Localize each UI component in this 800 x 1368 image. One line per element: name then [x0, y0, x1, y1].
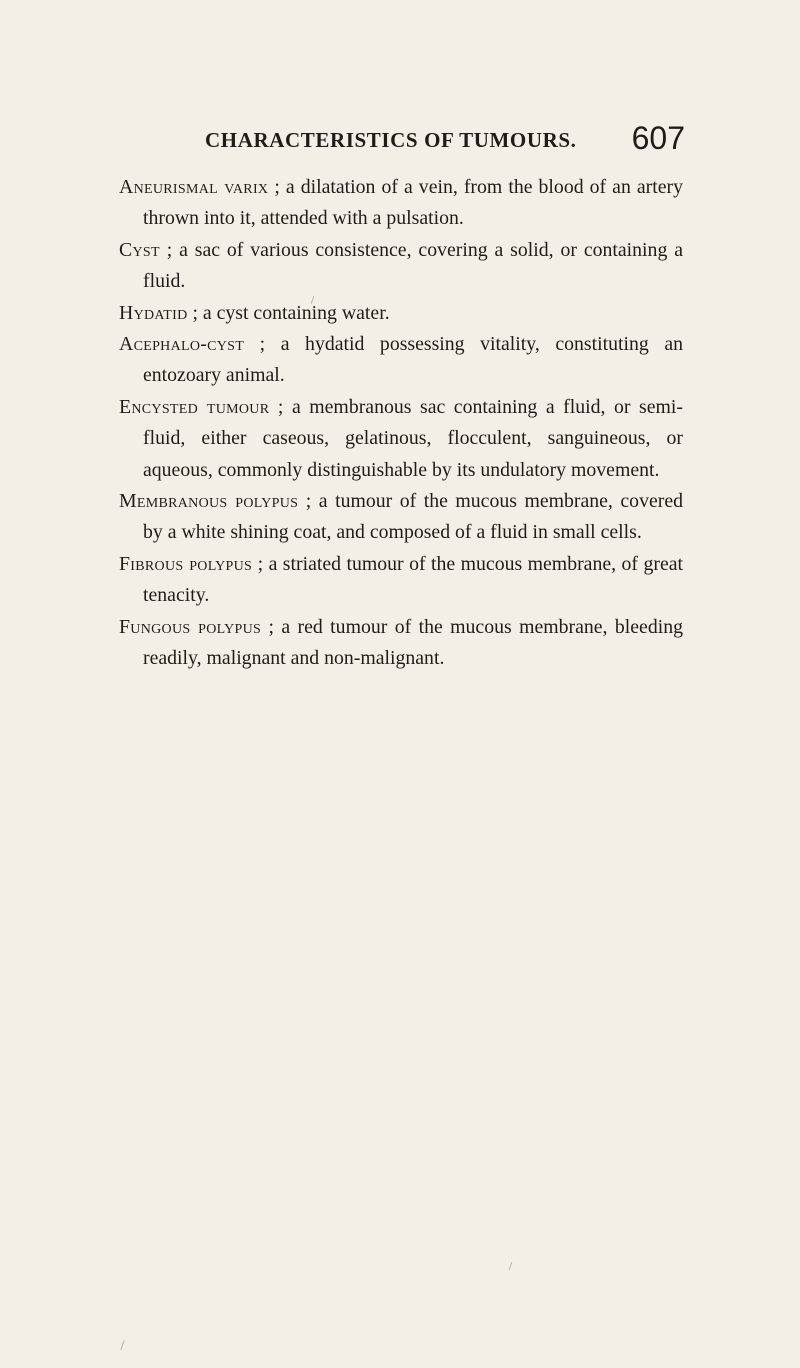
entry-term: Cyst: [119, 238, 160, 261]
paper-speck: [120, 1340, 124, 1350]
entry-definition: ; a dilatation of a vein, from the blood of an artery thrown into it, attended with a pulsation.: [143, 176, 683, 230]
entry-definition: ; a red tumour of the mucous membrane, bleeding readily, malignant and non-malignant.: [143, 615, 684, 670]
definition-entry: [119, 392, 683, 486]
entry-term: Hydatid: [119, 301, 188, 324]
definition-list: [119, 172, 683, 675]
definition-entry: [119, 549, 683, 612]
paper-speck: [509, 1262, 513, 1270]
definition-entry: [119, 298, 683, 329]
entry-term: Membranous polypus: [119, 490, 299, 513]
entry-definition: ; a cyst containing water.: [187, 301, 390, 324]
entry-definition: ; a sac of various consistence, covering a solid, or containing a fluid.: [143, 238, 683, 293]
definition-entry: [119, 329, 683, 392]
running-head: [205, 118, 685, 158]
definition-entry: [119, 486, 683, 549]
entry-term: Aneurismal varix: [119, 176, 269, 198]
entry-term: Fungous polypus: [119, 615, 262, 638]
entry-term: Fibrous polypus: [119, 552, 253, 575]
entry-definition: ; a membranous sac containing a fluid, or semi-fluid, either caseous, gelatinous, flocculent, sanguineous, or aqueous, commonly distinguishable by its undulatory movement.: [143, 395, 683, 481]
running-title: CHARACTERISTICS OF TUMOURS.: [205, 128, 577, 152]
definition-entry: [119, 172, 683, 235]
entry-definition: ; a striated tumour of the mucous membrane, of great tenacity.: [143, 552, 683, 607]
entry-definition: ; a tumour of the mucous membrane, covered by a white shining coat, and composed of a fluid in small cells.: [143, 490, 683, 544]
entry-term: Acephalo-cyst: [119, 333, 245, 356]
page-number: 607: [631, 120, 685, 156]
definition-entry: [119, 612, 683, 675]
entry-term: Encysted tumour: [119, 395, 270, 418]
definition-entry: [119, 235, 683, 298]
entry-definition: ; a hydatid possessing vitality, constituting an entozoary animal.: [143, 333, 683, 387]
